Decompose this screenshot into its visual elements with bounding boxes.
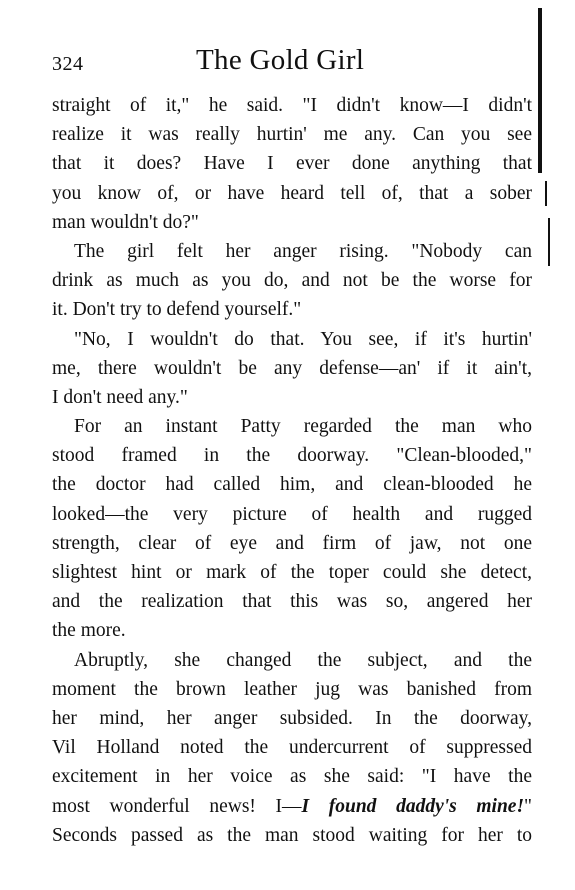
text-line: excitement in her voice as she said: "I have the — [52, 766, 532, 788]
scan-edge-mark-small — [545, 181, 547, 206]
text-line: drink as much as you do, and not be the worse for — [52, 270, 532, 292]
closing-quote: " — [524, 795, 532, 817]
italic-emphasis: I found daddy's mine! — [301, 795, 525, 817]
text-line: the doctor had called him, and clean-blooded he — [52, 474, 532, 496]
text-line: and the realization that this was so, angered her — [52, 591, 532, 613]
text-line: Abruptly, she changed the subject, and the — [74, 649, 532, 671]
text-line: you know of, or have heard tell of, that a sober — [52, 182, 532, 204]
text-line: the more. — [52, 620, 126, 642]
text-line: man wouldn't do?" — [52, 211, 199, 233]
scan-edge-mark-top — [538, 8, 542, 173]
page-header — [52, 44, 532, 80]
text-line: I don't need any." — [52, 386, 188, 408]
text-line: straight of it," he said. "I didn't know—I didn't — [52, 95, 532, 116]
running-title: The Gold Girl — [196, 44, 365, 76]
text-line-mixed — [52, 792, 532, 821]
text-line: moment the brown leather jug was banished from — [52, 678, 532, 700]
text-line: stood framed in the doorway. "Clean-blooded," — [52, 445, 532, 467]
text-line: For an instant Patty regarded the man who — [74, 416, 532, 438]
text-line: slightest hint or mark of the toper could she detect, — [52, 562, 532, 583]
text-line: me, there wouldn't be any defense—an' if it ain't, — [52, 357, 532, 379]
text-line: Seconds passed as the man stood waiting for her to — [52, 824, 532, 846]
text-line: looked—the very picture of health and rugged — [52, 503, 532, 525]
text-line: her mind, her anger subsided. In the doorway, — [52, 707, 532, 729]
text-segment: most wonderful news! I— — [52, 795, 302, 817]
text-line: The girl felt her anger rising. "Nobody can — [74, 240, 532, 262]
scan-edge-mark-bottom — [548, 218, 550, 266]
text-line: Vil Holland noted the undercurrent of suppressed — [52, 737, 532, 759]
body-text — [52, 91, 532, 850]
page-number: 324 — [52, 53, 84, 75]
text-line: strength, clear of eye and firm of jaw, not one — [52, 532, 532, 554]
text-line: "No, I wouldn't do that. You see, if it's hurtin' — [74, 328, 532, 350]
text-line: that it does? Have I ever done anything that — [52, 153, 532, 175]
text-line: it. Don't try to defend yourself." — [52, 299, 302, 321]
text-line: realize it was really hurtin' me any. Can you see — [52, 124, 532, 146]
